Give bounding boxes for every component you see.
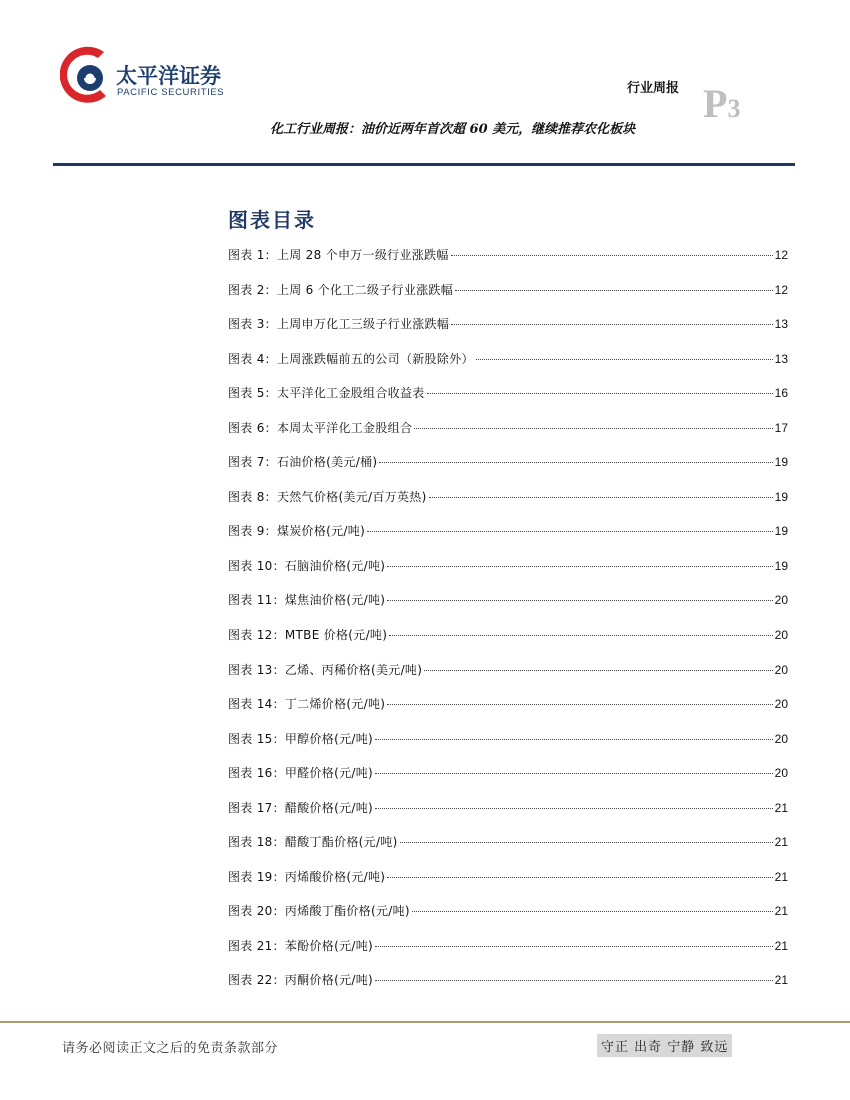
toc-leader-dots (455, 290, 773, 291)
toc-entry-page: 20 (774, 662, 788, 677)
toc-leader-dots (414, 428, 772, 429)
toc-entry[interactable] (228, 626, 788, 661)
toc-entry[interactable] (228, 281, 788, 316)
toc-leader-dots (379, 462, 772, 463)
toc-entry[interactable] (228, 419, 788, 454)
toc-entry-label: 图表 18：醋酸丁酯价格(元/吨) (228, 835, 398, 850)
toc-entry-page: 12 (774, 248, 788, 262)
footer-motto: 守正 出奇 宁静 致远 (597, 1034, 732, 1057)
toc-entry-page: 21 (774, 938, 788, 953)
toc-entry-label: 图表 20：丙烯酸丁酯价格(元/吨) (228, 904, 410, 919)
toc-leader-dots (367, 531, 773, 532)
toc-entry[interactable] (228, 315, 788, 350)
header-divider (53, 163, 795, 166)
toc-leader-dots (387, 600, 772, 601)
toc-entry-label: 图表 22：丙酮价格(元/吨) (228, 973, 373, 988)
toc-entry-label: 图表 17：醋酸价格(元/吨) (228, 800, 373, 815)
toc-entry-label: 图表 11：煤焦油价格(元/吨) (228, 593, 386, 608)
brand-name-cn: 太平洋证券 (116, 64, 221, 88)
toc-entry[interactable] (228, 661, 788, 696)
toc-entry-label: 图表 4：上周涨跌幅前五的公司（新股除外） (228, 351, 474, 366)
toc-entry[interactable] (228, 522, 788, 557)
toc-entry[interactable] (228, 868, 788, 903)
pacific-securities-logo (60, 44, 120, 108)
toc-entry-label: 图表 9：煤炭价格(元/吨) (228, 524, 366, 539)
toc-entry[interactable] (228, 730, 788, 765)
toc-entry-page: 17 (774, 420, 788, 435)
toc-entry-page: 16 (774, 386, 788, 401)
toc-entry[interactable] (228, 488, 788, 523)
toc-list (228, 246, 788, 1006)
toc-entry[interactable] (228, 799, 788, 834)
toc-entry-page: 20 (774, 697, 788, 712)
toc-leader-dots (387, 877, 772, 878)
toc-entry[interactable] (228, 764, 788, 799)
report-subtitle: 化工行业周报：油价近两年首次超 60 美元，继续推荐农化板块 (270, 122, 636, 137)
toc-entry-page: 13 (774, 317, 788, 332)
toc-entry[interactable] (228, 384, 788, 419)
toc-entry-label: 图表 21：苯酚价格(元/吨) (228, 938, 373, 953)
toc-entry-label: 图表 6：本周太平洋化工金股组合 (228, 420, 413, 435)
toc-entry[interactable] (228, 695, 788, 730)
toc-leader-dots (375, 946, 773, 947)
toc-leader-dots (389, 635, 772, 636)
toc-entry-page: 21 (774, 904, 788, 919)
toc-entry[interactable] (228, 971, 788, 1006)
report-type-label: 行业周报 (627, 81, 680, 96)
toc-entry-label: 图表 7：石油价格(美元/桶) (228, 455, 378, 470)
toc-entry-page: 19 (774, 455, 788, 470)
toc-leader-dots (387, 704, 772, 705)
toc-entry[interactable] (228, 591, 788, 626)
toc-entry-page: 19 (774, 558, 788, 573)
toc-entry-page: 21 (774, 835, 788, 850)
toc-entry-page: 13 (774, 351, 788, 366)
toc-entry-page: 19 (774, 524, 788, 539)
toc-entry-label: 图表 16：甲醛价格(元/吨) (228, 766, 373, 781)
toc-leader-dots (375, 980, 773, 981)
toc-entry-label: 图表 5：太平洋化工金股组合收益表 (228, 386, 425, 401)
toc-entry[interactable] (228, 350, 788, 385)
toc-leader-dots (424, 670, 772, 671)
page-number (703, 81, 741, 129)
toc-entry[interactable] (228, 937, 788, 972)
brand-name-en: PACIFIC SECURITIES (117, 87, 225, 98)
toc-entry[interactable] (228, 246, 788, 281)
toc-entry-label: 图表 13：乙烯、丙稀价格(美元/吨) (228, 662, 423, 677)
toc-entry-page: 19 (774, 489, 788, 504)
page-prefix: P (703, 81, 728, 126)
toc-leader-dots (375, 773, 773, 774)
footer-disclaimer: 请务必阅读正文之后的免责条款部分 (62, 1041, 279, 1056)
toc-entry-label: 图表 2：上周 6 个化工二级子行业涨跌幅 (228, 282, 454, 297)
toc-entry-label: 图表 1：上周 28 个申万一级行业涨跌幅 (228, 248, 449, 262)
toc-entry-page: 21 (774, 869, 788, 884)
toc-entry-label: 图表 12：MTBE 价格(元/吨) (228, 628, 388, 643)
toc-leader-dots (476, 359, 773, 360)
toc-leader-dots (375, 739, 773, 740)
toc-entry[interactable] (228, 453, 788, 488)
toc-leader-dots (387, 566, 772, 567)
toc-leader-dots (451, 324, 772, 325)
toc-entry-page: 21 (774, 973, 788, 988)
toc-leader-dots (412, 911, 773, 912)
toc-leader-dots (427, 393, 773, 394)
toc-entry[interactable] (228, 902, 788, 937)
toc-entry-page: 20 (774, 593, 788, 608)
toc-entry-page: 20 (774, 766, 788, 781)
toc-entry-page: 20 (774, 628, 788, 643)
toc-entry-label: 图表 10：石脑油价格(元/吨) (228, 558, 386, 573)
toc-leader-dots (451, 255, 773, 256)
toc-entry-page: 12 (774, 282, 788, 297)
toc-leader-dots (400, 842, 773, 843)
toc-heading: 图表目录 (228, 208, 316, 232)
toc-entry[interactable] (228, 557, 788, 592)
toc-entry-label: 图表 8：天然气价格(美元/百万英热) (228, 489, 427, 504)
toc-leader-dots (429, 497, 773, 498)
toc-entry-page: 20 (774, 731, 788, 746)
footer-divider (0, 1021, 850, 1023)
toc-leader-dots (375, 808, 773, 809)
page-number-value: 3 (727, 94, 741, 123)
toc-entry-label: 图表 14：丁二烯价格(元/吨) (228, 697, 386, 712)
toc-entry-label: 图表 19：丙烯酸价格(元/吨) (228, 869, 386, 884)
toc-entry-label: 图表 15：甲醇价格(元/吨) (228, 731, 373, 746)
toc-entry-label: 图表 3：上周申万化工三级子行业涨跌幅 (228, 317, 450, 332)
toc-entry-page: 21 (774, 800, 788, 815)
toc-entry[interactable] (228, 833, 788, 868)
